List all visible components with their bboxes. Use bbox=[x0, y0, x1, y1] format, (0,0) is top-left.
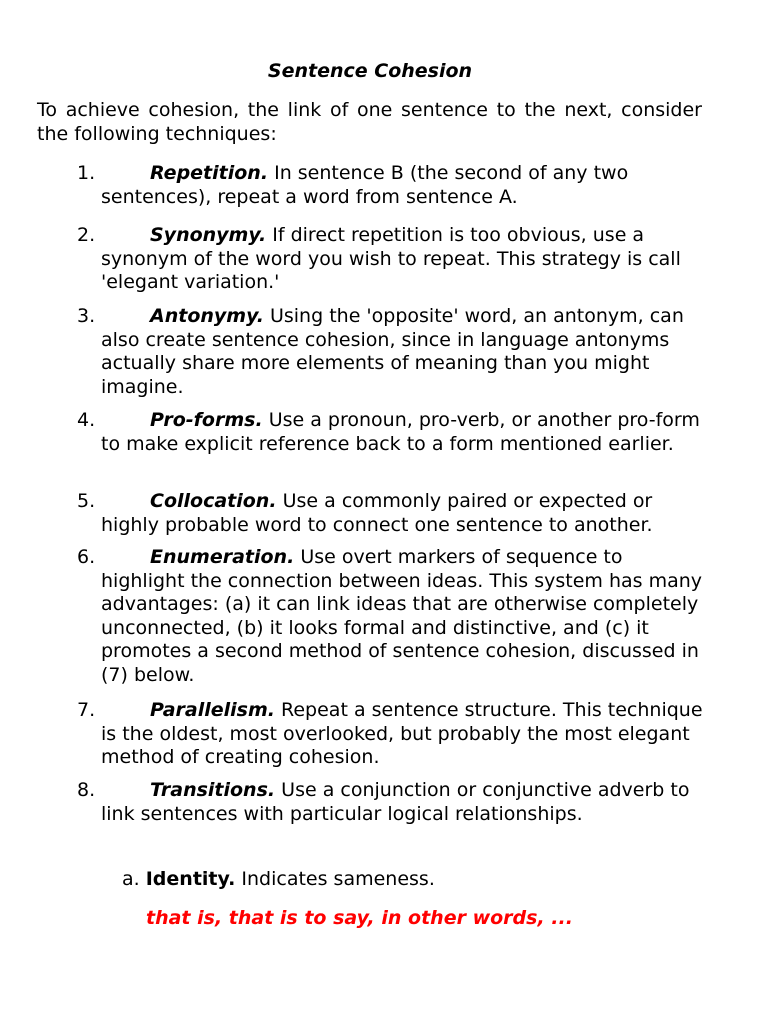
list-text: Use a commonly paired or expected or highly probable word to connect one sentence to another. bbox=[101, 490, 653, 536]
list-number: 6. bbox=[77, 546, 96, 568]
list-item-transitions bbox=[77, 779, 706, 826]
list-text: In sentence B (the second of any two sentences), repeat a word from sentence A. bbox=[101, 162, 629, 208]
sub-item-letter: a. bbox=[122, 868, 140, 890]
list-number: 1. bbox=[77, 162, 96, 184]
intro-paragraph: To achieve cohesion, the link of one sentence to the next, consider the following techniques: bbox=[37, 99, 702, 145]
list-item-collocation bbox=[77, 490, 706, 537]
list-item-antonymy bbox=[77, 305, 706, 399]
list-number: 4. bbox=[77, 409, 96, 431]
list-item-repetition bbox=[77, 162, 706, 209]
list-item-parallelism bbox=[77, 699, 706, 770]
sub-item-identity bbox=[122, 868, 702, 892]
list-term: Parallelism. bbox=[150, 699, 275, 721]
identity-examples: that is, that is to say, in other words, ... bbox=[146, 907, 573, 929]
list-item-pro-forms bbox=[77, 409, 706, 456]
list-term: Antonymy. bbox=[150, 305, 264, 327]
page-title: Sentence Cohesion bbox=[267, 60, 473, 82]
list-number: 3. bbox=[77, 305, 96, 327]
list-term: Repetition. bbox=[150, 162, 269, 184]
list-term: Enumeration. bbox=[150, 546, 295, 568]
list-term: Collocation. bbox=[150, 490, 277, 512]
list-text: Use a pronoun, pro-verb, or another pro-form to make explicit reference back to a form mentioned earlier. bbox=[101, 409, 700, 455]
list-term: Transitions. bbox=[150, 779, 276, 801]
list-number: 7. bbox=[77, 699, 96, 721]
list-term: Pro-forms. bbox=[150, 409, 263, 431]
list-item-enumeration bbox=[77, 546, 706, 687]
list-text: Use overt markers of sequence to highlight the connection between ideas. This system has many advantages: (a) it can link ideas that are otherwise completely unconnected, (b) it looks formal and distinctive, and (c) it promotes a second method of sentence cohesion, discussed in (7) below. bbox=[101, 546, 703, 686]
list-number: 8. bbox=[77, 779, 96, 801]
sub-item-text: Indicates sameness. bbox=[235, 868, 435, 890]
list-number: 2. bbox=[77, 224, 96, 246]
list-number: 5. bbox=[77, 490, 96, 512]
sub-item-term: Identity. bbox=[145, 868, 236, 890]
list-text: Using the 'opposite' word, an antonym, can also create sentence cohesion, since in language antonyms actually share more elements of meaning than you might imagine. bbox=[101, 305, 684, 398]
list-text: If direct repetition is too obvious, use a synonym of the word you wish to repeat. This strategy is call 'elegant variation.' bbox=[101, 224, 681, 293]
list-item-synonymy bbox=[77, 224, 706, 295]
list-text: Use a conjunction or conjunctive adverb to link sentences with particular logical relationships. bbox=[101, 779, 690, 825]
list-text: Repeat a sentence structure. This technique is the oldest, most overlooked, but probably the most elegant method of creating cohesion. bbox=[101, 699, 703, 768]
list-term: Synonymy. bbox=[150, 224, 267, 246]
